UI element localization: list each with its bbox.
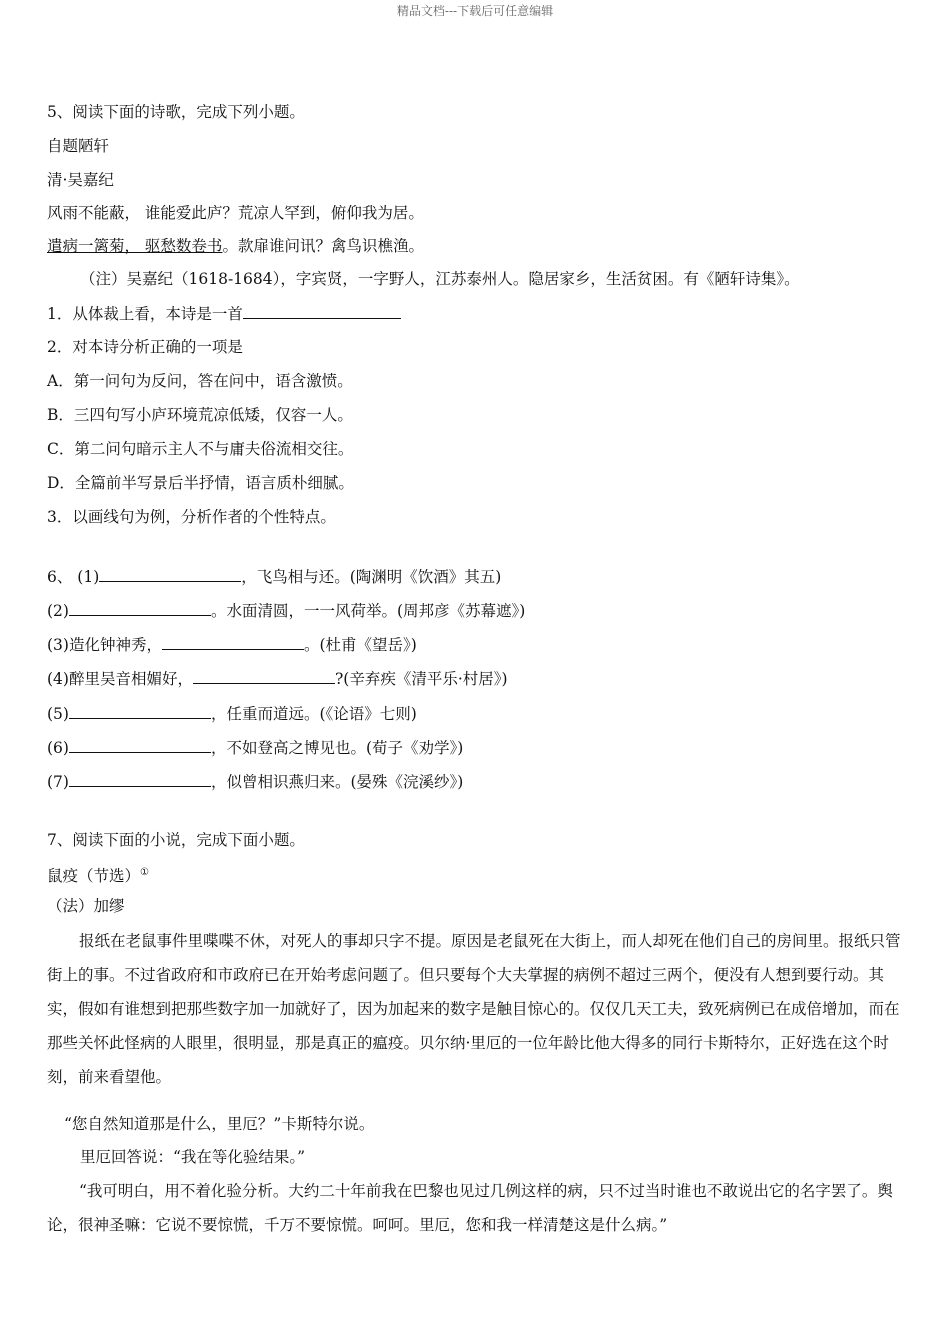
q5-heading: 5、阅读下面的诗歌，完成下列小题。 [47,103,305,121]
q6-l3-post: 。(杜甫《望岳》) [303,636,417,654]
q6-line-2 [47,600,525,621]
q6-l6-post: ，不如登高之博见也。(荀子《劝学》) [210,739,464,757]
answer-blank[interactable] [69,703,211,719]
answer-blank[interactable] [69,600,211,616]
q6-l2-post: 。水面清圆，一一风荷举。(周邦彦《苏幕遮》) [210,602,526,620]
story-title-text: 鼠疫（节选） [47,867,141,885]
q5-sub1-text: 1．从体裁上看，本诗是一首 [47,305,243,323]
q6-l7-post: ，似曾相识燕归来。(晏殊《浣溪纱》) [210,773,464,791]
story-author: （法）加缪 [47,897,125,915]
q6-line-4 [47,668,508,689]
q6-l7-pre: (7) [47,773,69,791]
watermark: 精品文档---下载后可任意编辑 [396,4,554,18]
poem-line-1: 风雨不能蔽， 谁能爱此庐？荒凉人罕到，俯仰我为居。 [47,204,424,222]
q6-line-7 [47,771,463,792]
story-paragraph-2: “您自然知道那是什么，里厄？”卡斯特尔说。 [64,1115,375,1133]
answer-blank[interactable] [243,303,401,319]
footnote-marker: ① [140,867,149,878]
q6-line-1 [47,566,501,587]
poem-line-2-rest: 。款扉谁问讯？禽鸟识樵渔。 [222,237,424,255]
poem-author: 清·吴嘉纪 [47,171,114,189]
q6-l1-post: ，飞鸟相与还。(陶渊明《饮酒》其五) [241,568,502,586]
poem-note: （注）吴嘉纪（1618-1684），字宾贤，一字野人，江苏泰州人。隐居家乡，生活贫困。有《陋轩诗集》。 [80,270,800,288]
q6-l4-post: ?(辛弃疾《清平乐·村居》) [334,670,508,688]
answer-blank[interactable] [69,737,211,753]
q6-l5-post: ，任重而道远。(《论语》七则) [210,705,417,723]
option-a: A．第一问句为反问，答在问中，语含激愤。 [47,372,353,390]
q6-l1-pre: 6、 (1) [47,568,100,586]
poem-line-2 [47,236,424,256]
q5-sub2: 2．对本诗分析正确的一项是 [47,338,243,356]
q6-l4-pre: (4)醉里吴音相媚好， [47,670,193,688]
q6-line-3 [47,634,417,655]
option-c: C．第二问句暗示主人不与庸夫俗流相交往。 [47,440,354,458]
answer-blank[interactable] [99,566,241,582]
q6-line-6 [47,737,463,758]
q6-line-5 [47,703,417,724]
story-paragraph-1: 报纸在老鼠事件里喋喋不休，对死人的事却只字不提。原因是老鼠死在大街上，而人却死在他们自己的房间里。报纸只管街上的事。不过省政府和市政府已在开始考虑问题了。但只要每个大夫掌握的病例不超过三两个，便没有人想到要行动。其实，假如有谁想到把那些数字加一加就好了，因为加起来的数字是触目惊心的。仅仅几天工夫，致死病例已在成倍增加，而在那些关怀此怪病的人眼里，很明显，那是真正的瘟疫。贝尔纳·里厄的一位年龄比他大得多的同行卡斯特尔，正好选在这个时刻，前来看望他。 [47,932,901,1086]
answer-blank[interactable] [193,668,335,684]
q6-l3-pre: (3)造化钟神秀， [47,636,162,654]
q6-l5-pre: (5) [47,705,69,723]
poem-title: 自题陋轩 [47,137,110,155]
story-paragraph-4: “我可明白，用不着化验分析。大约二十年前我在巴黎也见过几例这样的病，只不过当时谁也不敢说出它的名字罢了。舆论，很神圣嘛：它说不要惊慌，千万不要惊慌。呵呵。里厄，您和我一样清楚这是什么病。” [47,1182,893,1234]
q5-sub1 [47,303,401,324]
story-paragraph-3: 里厄回答说：“我在等化验结果。” [80,1148,306,1166]
q6-l2-pre: (2) [47,602,69,620]
q7-heading: 7、阅读下面的小说，完成下面小题。 [47,831,305,849]
q6-l6-pre: (6) [47,739,69,757]
answer-blank[interactable] [69,771,211,787]
answer-blank[interactable] [162,634,304,650]
option-d: D．全篇前半写景后半抒情，语言质朴细腻。 [47,474,354,492]
q5-sub3: 3．以画线句为例，分析作者的个性特点。 [47,508,336,526]
option-b: B．三四句写小庐环境荒凉低矮，仅容一人。 [47,406,353,424]
story-title [47,863,149,886]
underlined-verse: 遣病一篱菊， 驱愁数卷书 [47,237,223,255]
